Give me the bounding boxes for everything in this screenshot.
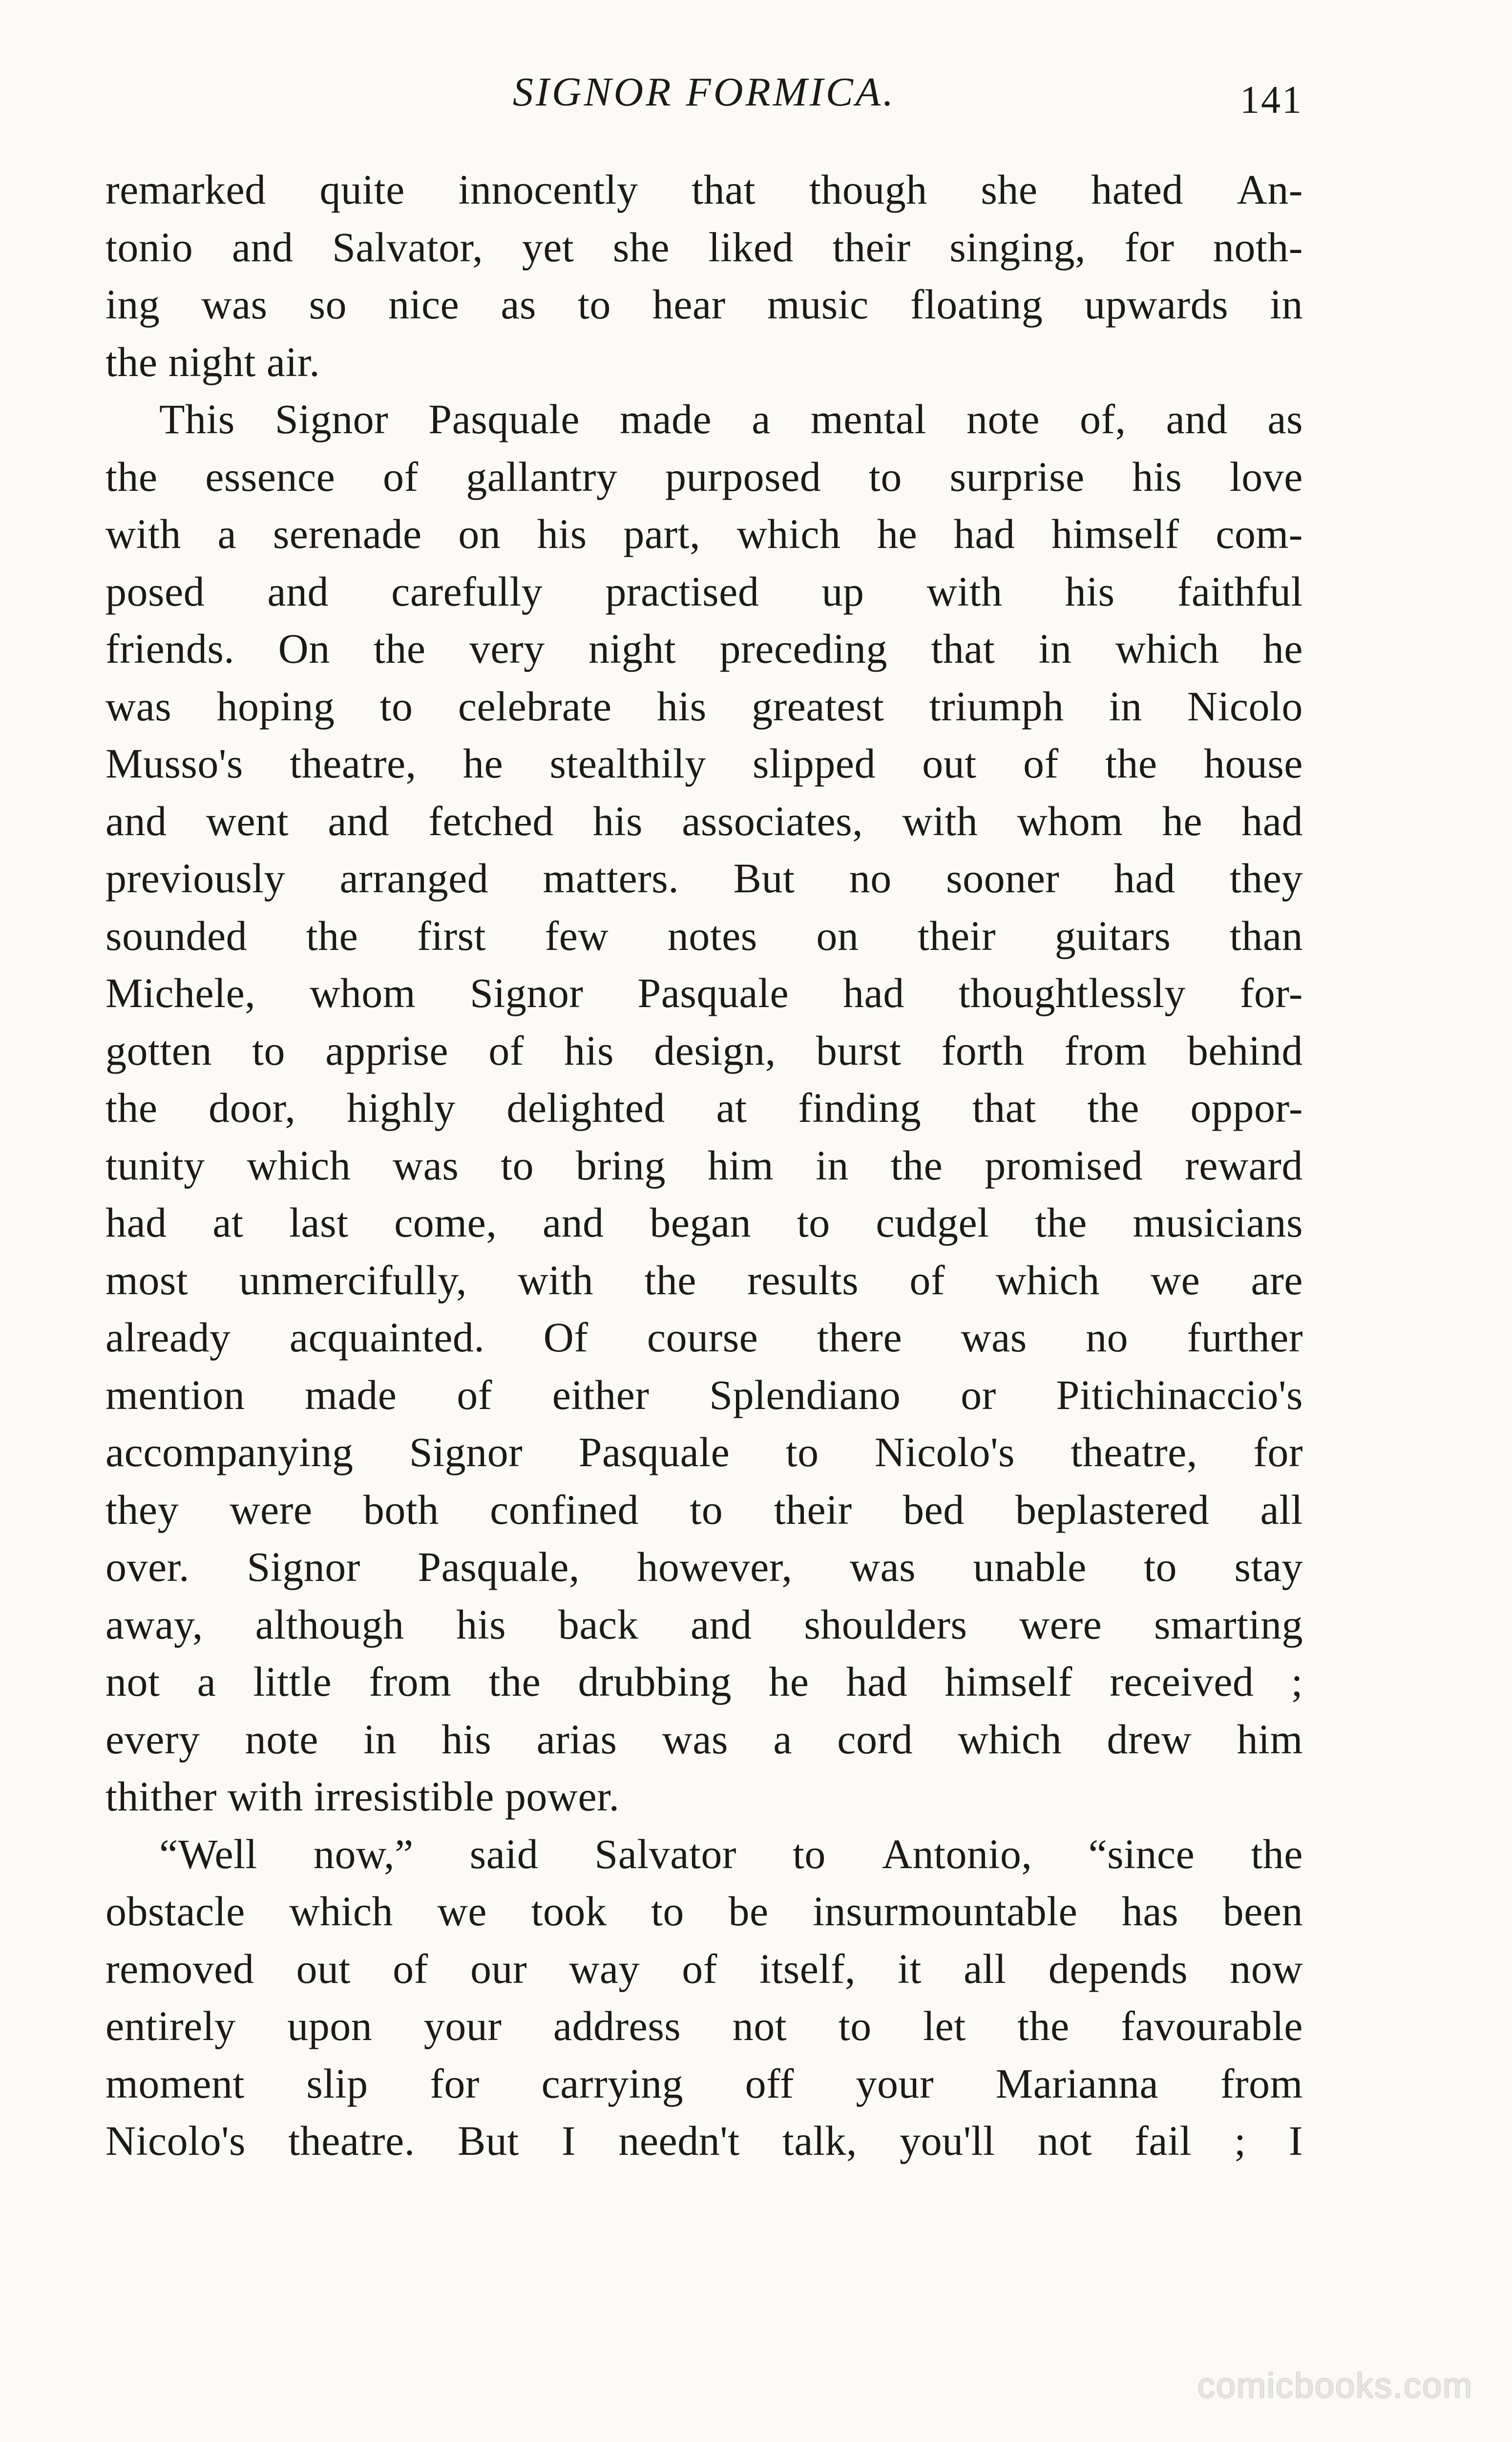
- text-line: away, although his back and shoulders were smarting: [105, 1600, 1303, 1648]
- text-line: most unmercifully, with the results of which we are: [105, 1256, 1303, 1304]
- text-line: with a serenade on his part, which he had himself com-: [105, 510, 1303, 557]
- text-line: obstacle which we took to be insurmountable has been: [105, 1888, 1303, 1935]
- text-line: not a little from the drubbing he had himself received ;: [105, 1658, 1303, 1705]
- text-line: tunity which was to bring him in the promised reward: [105, 1141, 1303, 1189]
- text-line: they were both confined to their bed beplastered all: [105, 1486, 1303, 1533]
- text-line: remarked quite innocently that though she hated An-: [105, 166, 1303, 213]
- text-line: every note in his arias was a cord which drew him: [105, 1715, 1303, 1763]
- text-line: “Well now,” said Salvator to Antonio, “since the: [159, 1830, 1303, 1877]
- text-line: Nicolo's theatre. But I needn't talk, you'll not fail ; I: [105, 2117, 1303, 2164]
- text-line: Michele, whom Signor Pasquale had thoughtlessly for-: [105, 969, 1303, 1016]
- text-line: This Signor Pasquale made a mental note of, and as: [159, 396, 1303, 442]
- watermark: comicbooks.com: [1197, 2366, 1473, 2405]
- text-line: the night air.: [105, 338, 320, 385]
- text-line: accompanying Signor Pasquale to Nicolo's theatre, for: [105, 1429, 1303, 1475]
- page-number: 141: [1240, 79, 1303, 122]
- text-line: thither with irresistible power.: [105, 1773, 620, 1820]
- text-line: tonio and Salvator, yet she liked their singing, for noth-: [105, 223, 1303, 271]
- text-line: over. Signor Pasquale, however, was unable to stay: [105, 1543, 1303, 1590]
- text-line: mention made of either Splendiano or Pitichinaccio's: [105, 1371, 1303, 1418]
- text-line: Musso's theatre, he stealthily slipped out of the house: [105, 740, 1303, 787]
- body-text: [105, 161, 1303, 2170]
- text-line: had at last come, and began to cudgel the musicians: [105, 1199, 1303, 1246]
- running-header: [105, 68, 1303, 127]
- text-line: moment slip for carrying off your Marianna from: [105, 2060, 1303, 2107]
- text-line: the essence of gallantry purposed to surprise his love: [105, 453, 1303, 500]
- text-line: previously arranged matters. But no sooner had they: [105, 855, 1303, 902]
- text-line: already acquainted. Of course there was no further: [105, 1314, 1303, 1361]
- text-line: removed out of our way of itself, it all depends now: [105, 1945, 1303, 1992]
- text-line: entirely upon your address not to let the favourable: [105, 2002, 1303, 2049]
- text-line: friends. On the very night preceding that in which he: [105, 625, 1303, 672]
- text-line: and went and fetched his associates, with whom he had: [105, 797, 1303, 844]
- text-line: the door, highly delighted at finding that the oppor-: [105, 1084, 1303, 1131]
- text-line: gotten to apprise of his design, burst forth from behind: [105, 1027, 1303, 1074]
- text-line: ing was so nice as to hear music floating upwards in: [105, 281, 1303, 328]
- text-line: posed and carefully practised up with his faithful: [105, 568, 1303, 615]
- text-line: was hoping to celebrate his greatest triumph in Nicolo: [105, 682, 1303, 730]
- running-title: SIGNOR FORMICA.: [512, 69, 896, 115]
- text-line: sounded the first few notes on their guitars than: [105, 912, 1303, 959]
